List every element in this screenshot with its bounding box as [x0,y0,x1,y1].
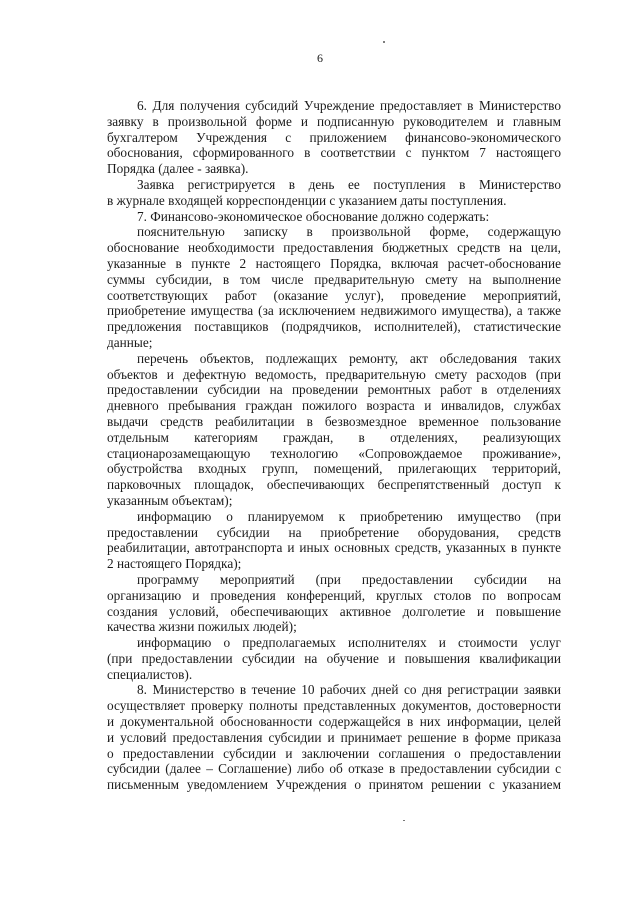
text-line: пояснительную записку в произвольной форме, содержащую [137,224,561,240]
page-number: 6 [317,51,323,65]
text-line: предоставлении субсидии на проведении ремонтных работ в отделениях [107,382,561,398]
text-line: и документальной обоснованности содержащейся в них информации, целей [107,714,561,730]
text-line: данные; [107,334,153,350]
scan-speck [383,41,385,43]
text-line: предложения поставщиков (подрядчиков, исполнителей), статистические [107,319,561,335]
text-line: отдельным категориям граждан, в отделениях, реализующих [107,429,561,445]
scan-speck [403,820,405,821]
text-line: обустройства входных групп, помещений, прилегающих территорий, [107,461,561,477]
text-line: объектов и дефектную ведомость, предварительную смету расходов (при [107,366,561,382]
text-line: стационарозамещающую технологию «Сопровождаемое проживание», [107,445,561,461]
text-line: реабилитации, автотранспорта и иных основных средств, указанных в пункте [107,540,561,556]
text-line: заявку в произвольной форме и подписанную руководителем и главным [107,113,561,129]
text-line: осуществляет проверку полноты представленных документов, достоверности [107,698,561,714]
text-line: перечень объектов, подлежащих ремонту, акт обследования таких [137,350,561,366]
text-line: организацию и проведения конференций, круглых столов по вопросам [107,587,561,603]
text-line: предоставлении субсидии на приобретение оборудования, средств [107,524,561,540]
text-line: качества жизни пожилых людей); [107,619,297,635]
text-line: письменным уведомлением Учреждения о принятом решении с указанием [107,777,561,793]
text-line: приобретение имущества (за исключением недвижимого имущества), а также [107,303,561,319]
text-line: указанные в пункте 2 настоящего Порядка, включая расчет-обоснование [107,255,561,271]
text-line: программу мероприятий (при предоставлении субсидии на [137,571,561,587]
text-line: 8. Министерство в течение 10 рабочих дней со дня регистрации заявки [137,682,561,698]
text-line: создания условий, обеспечивающих активное долголетие и повышение [107,603,561,619]
text-line: соответствующих работ (оказание услуг), проведение мероприятий, [107,287,561,303]
text-line: выдачи средств реабилитации в безвозмездное временное пользование [107,413,561,429]
text-line: информацию о планируемом к приобретению имущество (при [137,508,561,524]
text-line: суммы субсидии, в том числе предварительную смету на выполнение [107,271,561,287]
text-line: обоснование необходимости предоставления бюджетных средств на цели, [107,240,561,256]
text-line: 7. Финансово-экономическое обоснование должно содержать: [137,208,490,224]
text-line: дневного пребывания граждан пожилого возраста и инвалидов, службах [107,398,561,414]
text-line: бухгалтером Учреждения с приложением финансово-экономического [107,129,561,145]
text-line: субсидии (далее – Соглашение) либо об отказе в предоставлении субсидии с [107,761,561,777]
document-body [107,98,561,793]
text-line: Порядка (далее - заявка). [107,161,249,177]
text-line: информацию о предполагаемых исполнителях и стоимости услуг [137,635,561,651]
text-line: парковочных площадок, обеспечивающих беспрепятственный доступ к [107,477,561,493]
text-line: обоснования, сформированного в соответствии с пунктом 7 настоящего [107,145,561,161]
text-line: 2 настоящего Порядка); [107,556,242,572]
text-line: специалистов). [107,666,193,682]
text-line: Заявка регистрируется в день ее поступления в Министерство [137,176,561,192]
text-line: о предоставлении субсидии и заключении соглашения о предоставлении [107,745,561,761]
text-line: (при предоставлении субсидии на обучение и повышения квалификации [107,650,561,666]
text-line: и условий предоставления субсидии и принимает решение в форме приказа [107,729,561,745]
text-line: 6. Для получения субсидий Учреждение предоставляет в Министерство [137,98,561,113]
text-line: в журнале входящей корреспонденции с указанием даты поступления. [107,192,507,208]
text-line: указанным объектам); [107,492,233,508]
